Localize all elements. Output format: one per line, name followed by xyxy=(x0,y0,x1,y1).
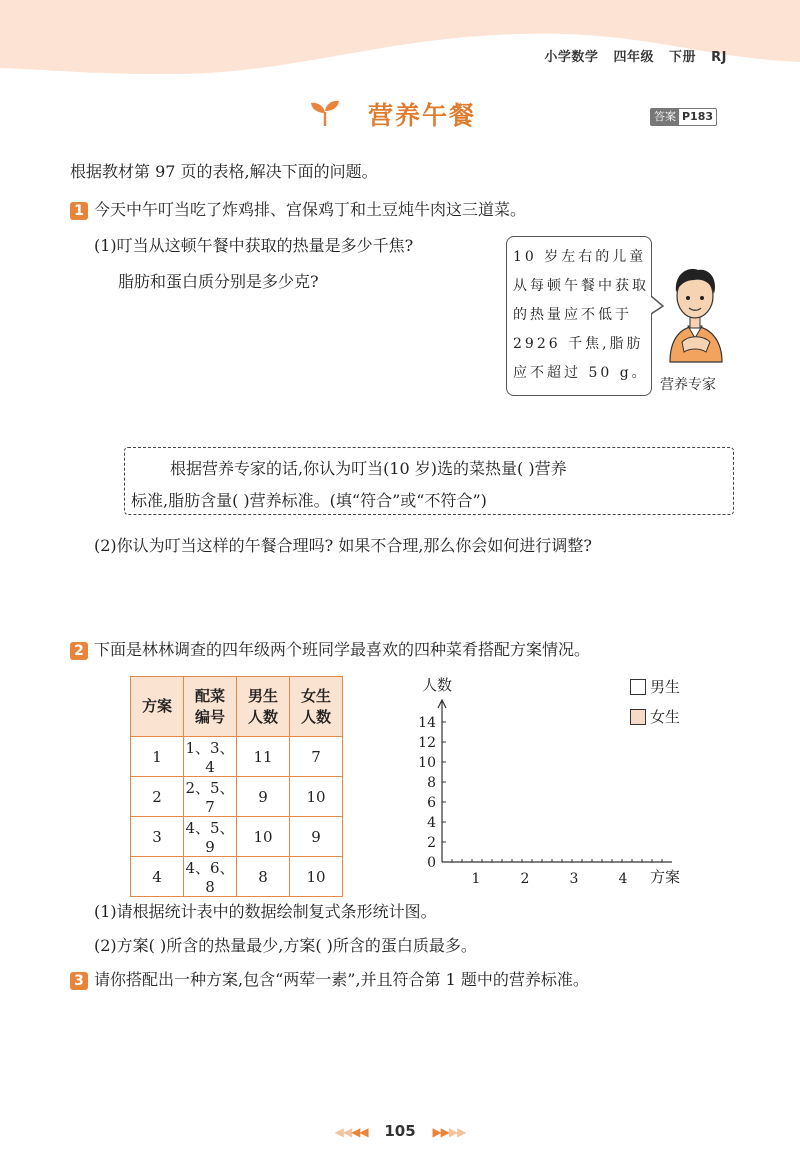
title-row xyxy=(0,96,800,136)
q1-sub1-line1: (1)叮当从这顿午餐中获取的热量是多少千焦? xyxy=(94,236,414,255)
page-footer xyxy=(0,1122,800,1140)
table-header-cell xyxy=(184,677,237,737)
q1-sub1-line2: 脂肪和蛋白质分别是多少克? xyxy=(118,272,319,291)
table-row xyxy=(131,857,343,897)
table-cell: 1、3、4 xyxy=(184,737,237,777)
question-1 xyxy=(70,200,526,220)
y-tick-label: 6 xyxy=(427,795,436,811)
table-cell: 8 xyxy=(237,857,290,897)
question-2-text: 下面是林林调查的四年级两个班同学最喜欢的四种菜肴搭配方案情况。 xyxy=(94,640,591,659)
next-arrows-icon: ▶▶▶▶ xyxy=(432,1125,466,1139)
x-tick-label: 3 xyxy=(569,871,579,887)
header-text: 编号 xyxy=(194,707,225,726)
table-cell: 10 xyxy=(290,857,343,897)
table-row xyxy=(131,777,343,817)
page-title: 营养午餐 xyxy=(368,101,477,130)
table-row xyxy=(131,817,343,857)
y-axis-label: 人数 xyxy=(422,676,453,694)
table-cell: 11 xyxy=(237,737,290,777)
answer-reference xyxy=(650,108,717,126)
table-cell: 3 xyxy=(131,817,184,857)
header-band xyxy=(0,0,800,80)
table-cell: 4、5、9 xyxy=(184,817,237,857)
x-axis-ticks xyxy=(472,871,628,887)
y-tick-label: 2 xyxy=(427,835,436,851)
question-number: 1 xyxy=(70,202,88,220)
question-2 xyxy=(70,640,590,660)
expert-caption: 营养专家 xyxy=(660,377,716,393)
header-text: 配菜 xyxy=(194,686,225,705)
question-number: 2 xyxy=(70,642,88,660)
legend-swatch-girls xyxy=(630,709,646,725)
speech-line: 10 岁左右的儿童 xyxy=(513,249,647,265)
table-cell: 2、5、7 xyxy=(184,777,237,817)
table-header-row xyxy=(131,677,343,737)
header-text: 女生 xyxy=(300,686,331,705)
q2-sub2: (2)方案( )所含的热量最少,方案( )所含的蛋白质最多。 xyxy=(94,936,477,955)
fill-in-line-1: 根据营养专家的话,你认为叮当(10 岁)选的菜热量( )营养 xyxy=(170,459,567,478)
header-edition: RJ xyxy=(711,50,727,65)
q2-sub1: (1)请根据统计表中的数据绘制复式条形统计图。 xyxy=(94,902,437,921)
question-number: 3 xyxy=(70,972,88,990)
speech-line: 2926 千焦,脂肪 xyxy=(513,336,644,352)
answer-page: P183 xyxy=(682,110,714,123)
table-row xyxy=(131,737,343,777)
y-tick-label: 4 xyxy=(427,815,436,831)
y-tick-label: 14 xyxy=(418,715,436,731)
page-number: 105 xyxy=(384,1122,416,1140)
question-1-text: 今天中午叮当吃了炸鸡排、宫保鸡丁和土豆炖牛肉这三道菜。 xyxy=(94,200,527,219)
table-cell: 9 xyxy=(290,817,343,857)
prev-arrows-icon: ◀◀◀◀ xyxy=(334,1125,368,1139)
table-cell: 10 xyxy=(237,817,290,857)
table-cell: 4、6、8 xyxy=(184,857,237,897)
speech-line: 从每顿午餐中获取 xyxy=(513,278,649,294)
y-tick-label: 0 xyxy=(427,855,436,871)
header-subject: 小学数学 xyxy=(544,50,599,65)
x-tick-label: 1 xyxy=(471,871,481,887)
question-3-text: 请你搭配出一种方案,包含“两荤一素”,并且符合第 1 题中的营养标准。 xyxy=(94,970,589,989)
x-tick-label: 4 xyxy=(618,871,628,887)
table-cell: 9 xyxy=(237,777,290,817)
x-axis-label: 方案 xyxy=(650,868,681,886)
question-3 xyxy=(70,970,589,990)
q1-sub2: (2)你认为叮当这样的午餐合理吗? 如果不合理,那么你会如何进行调整? xyxy=(94,536,592,555)
legend-swatch-boys xyxy=(630,679,646,695)
answer-label: 答案 xyxy=(651,109,679,125)
table-cell: 10 xyxy=(290,777,343,817)
y-tick-label: 8 xyxy=(427,775,436,791)
header-info xyxy=(0,46,727,65)
table-cell: 4 xyxy=(131,857,184,897)
table-cell: 7 xyxy=(290,737,343,777)
legend-item-girls xyxy=(630,706,680,727)
nutrition-expert-illustration xyxy=(660,262,730,372)
y-tick-label: 12 xyxy=(418,735,436,751)
speech-bubble xyxy=(506,236,652,396)
x-tick-label: 2 xyxy=(520,871,530,887)
header-term: 下册 xyxy=(669,50,697,65)
header-text: 人数 xyxy=(247,707,278,726)
speech-line: 的热量应不低于 xyxy=(513,307,632,323)
table-header-cell xyxy=(237,677,290,737)
table-cell: 1 xyxy=(131,737,184,777)
table-cell: 2 xyxy=(131,777,184,817)
header-text: 男生 xyxy=(247,686,278,705)
intro-text: 根据教材第 97 页的表格,解决下面的问题。 xyxy=(70,162,378,181)
legend-label-boys: 男生 xyxy=(650,678,681,696)
header-text: 方案 xyxy=(141,697,172,715)
legend-item-boys xyxy=(630,676,680,697)
data-table xyxy=(130,676,343,897)
header-text: 人数 xyxy=(300,707,331,726)
sprout-icon xyxy=(308,98,342,128)
table-header-cell xyxy=(131,677,184,737)
header-grade: 四年级 xyxy=(613,50,654,65)
blank-bar-chart[interactable] xyxy=(410,672,700,892)
table-header-cell xyxy=(290,677,343,737)
fill-in-line-2: 标准,脂肪含量( )营养标准。(填“符合”或“不符合”) xyxy=(131,491,487,510)
y-tick-label: 10 xyxy=(418,755,436,771)
legend-label-girls: 女生 xyxy=(650,708,681,726)
speech-line: 应不超过 50 g。 xyxy=(513,365,649,381)
